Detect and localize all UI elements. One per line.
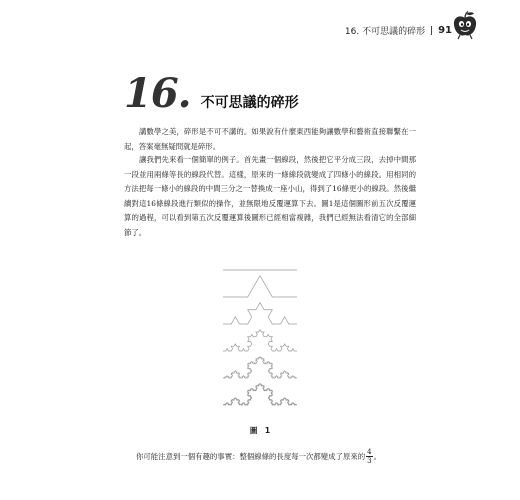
running-header: [345, 24, 452, 37]
closing-text: 你可能注意到一個有趣的事實：整個線條的長度每一次都變成了原來的: [136, 452, 366, 461]
paragraph-text: 讓我們先來看一個簡單的例子。首先畫一個線段，然後把它平分成三段，去掉中間那一段並用兩條等長的線段代替。這樣，原來的一條線段就變成了四條小的線段。用相同的方法把每一條小的線段的中間三分之一替換成一座小山，得到了16條更小的線段。然後繼續對這16條線段進行類似的操作，並無限地反覆運算下去。圖1是這個圖形前五次反覆運算的過程，可以看到第五次反覆運算後圖形已經相當複雜，我們已經無法看清它的全部細節了。: [124, 155, 416, 237]
fraction-four-thirds: [366, 448, 372, 465]
closing-sentence: [136, 448, 381, 465]
paragraph-text: 講數學之美，碎形是不可不講的。如果說有什麼東西能夠讓數學和藝術直接聯繫在一起，答案毫無疑問就是碎形。: [124, 127, 416, 151]
koch-iteration-2: [223, 303, 297, 324]
koch-curve-figure: [220, 258, 300, 420]
paragraph-example: [124, 153, 416, 240]
running-title: 16. 不可思議的碎形: [344, 27, 426, 37]
fraction-denominator: 3: [367, 457, 372, 465]
chapter-heading: [124, 70, 299, 117]
paragraph-intro: [124, 125, 416, 154]
fraction-numerator: 4: [367, 448, 372, 456]
koch-iteration-1: [223, 276, 297, 297]
page-number: 91: [438, 25, 452, 36]
chapter-number: 16.: [124, 70, 191, 117]
closing-punctuation: 。: [373, 452, 381, 461]
koch-iteration-3: [223, 330, 297, 351]
header-divider: [431, 26, 432, 35]
figure-caption: 圖 1: [249, 426, 271, 435]
chapter-title: 不可思議的碎形: [200, 95, 299, 111]
koch-iteration-5: [223, 384, 297, 405]
koch-iteration-4: [223, 357, 297, 378]
apple-mascot-icon: [450, 10, 480, 40]
